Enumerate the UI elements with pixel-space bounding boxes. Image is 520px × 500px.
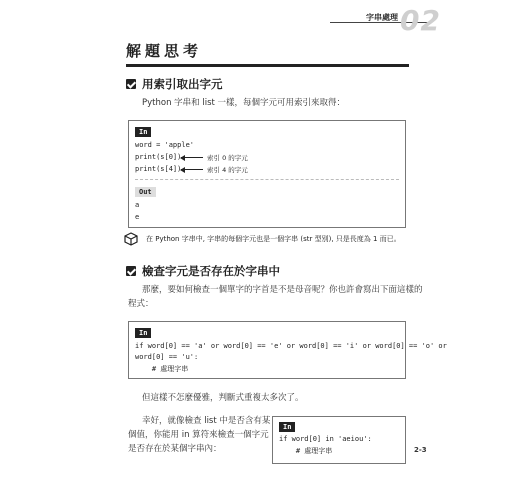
- in-label: In: [279, 422, 295, 432]
- paragraph-line: 個值，你能用 in 算符來檢查一個字元: [128, 430, 269, 440]
- code-line: if word[0] in 'aeiou':: [279, 435, 372, 443]
- paragraph-intro-line: 那麼，要如何檢查一個單字的字首是不是母音呢？你也許會寫出下面這樣的: [142, 285, 423, 295]
- section-underline: [126, 64, 409, 67]
- output-line: e: [135, 213, 140, 221]
- in-label: In: [135, 328, 151, 338]
- divider: [135, 179, 399, 180]
- paragraph-intro: Python 字串和 list 一樣，每個字元可用索引來取得：: [142, 98, 346, 108]
- code-line: # 處理字串: [279, 447, 333, 455]
- output-line: a: [135, 201, 140, 209]
- chapter-number: 02: [400, 4, 441, 37]
- code-line: # 處理字串: [135, 365, 189, 373]
- page-number: 2-3: [414, 446, 427, 454]
- code-block-or: [128, 321, 447, 379]
- code-line: word[0] == 'u':: [135, 353, 199, 361]
- out-label: Out: [135, 187, 156, 197]
- tip-text: 在 Python 字串中, 字串的每個字元也是一個字串 (str 型別), 只是長度為 1 而已。: [146, 235, 401, 243]
- code-block-index: [128, 120, 406, 228]
- arrow-icon: [181, 157, 203, 158]
- paragraph-after: 但這樣不怎麼優雅，判斷式重複太多次了。: [142, 393, 304, 403]
- code-block-in: [272, 416, 406, 464]
- section-title: 解題思考: [126, 42, 203, 60]
- code-line: print(s[4]): [135, 165, 182, 173]
- code-line: word = 'apple': [135, 141, 195, 149]
- paragraph-line: 幸好，就像檢查 list 中是否含有某: [142, 416, 271, 426]
- paragraph-line: 是否存在於某個字串內：: [128, 444, 222, 454]
- in-label: In: [135, 127, 151, 137]
- code-note: 索引 0 的字元: [207, 154, 248, 162]
- heading-index-char: 用索引取出字元: [142, 77, 223, 91]
- checkbox-icon: [126, 266, 136, 276]
- chapter-title: 字串處理: [366, 13, 398, 22]
- checkbox-icon: [126, 79, 136, 89]
- paragraph-intro-line: 程式：: [128, 299, 154, 309]
- code-line: print(s[0]): [135, 153, 182, 161]
- arrow-icon: [181, 169, 203, 170]
- code-note: 索引 4 的字元: [207, 166, 248, 174]
- code-line: if word[0] == 'a' or word[0] == 'e' or word[0] == 'i' or word[0] == 'o' or: [135, 342, 447, 350]
- heading-check-char: 檢查字元是否存在於字串中: [142, 264, 280, 278]
- cube-icon: [124, 232, 138, 246]
